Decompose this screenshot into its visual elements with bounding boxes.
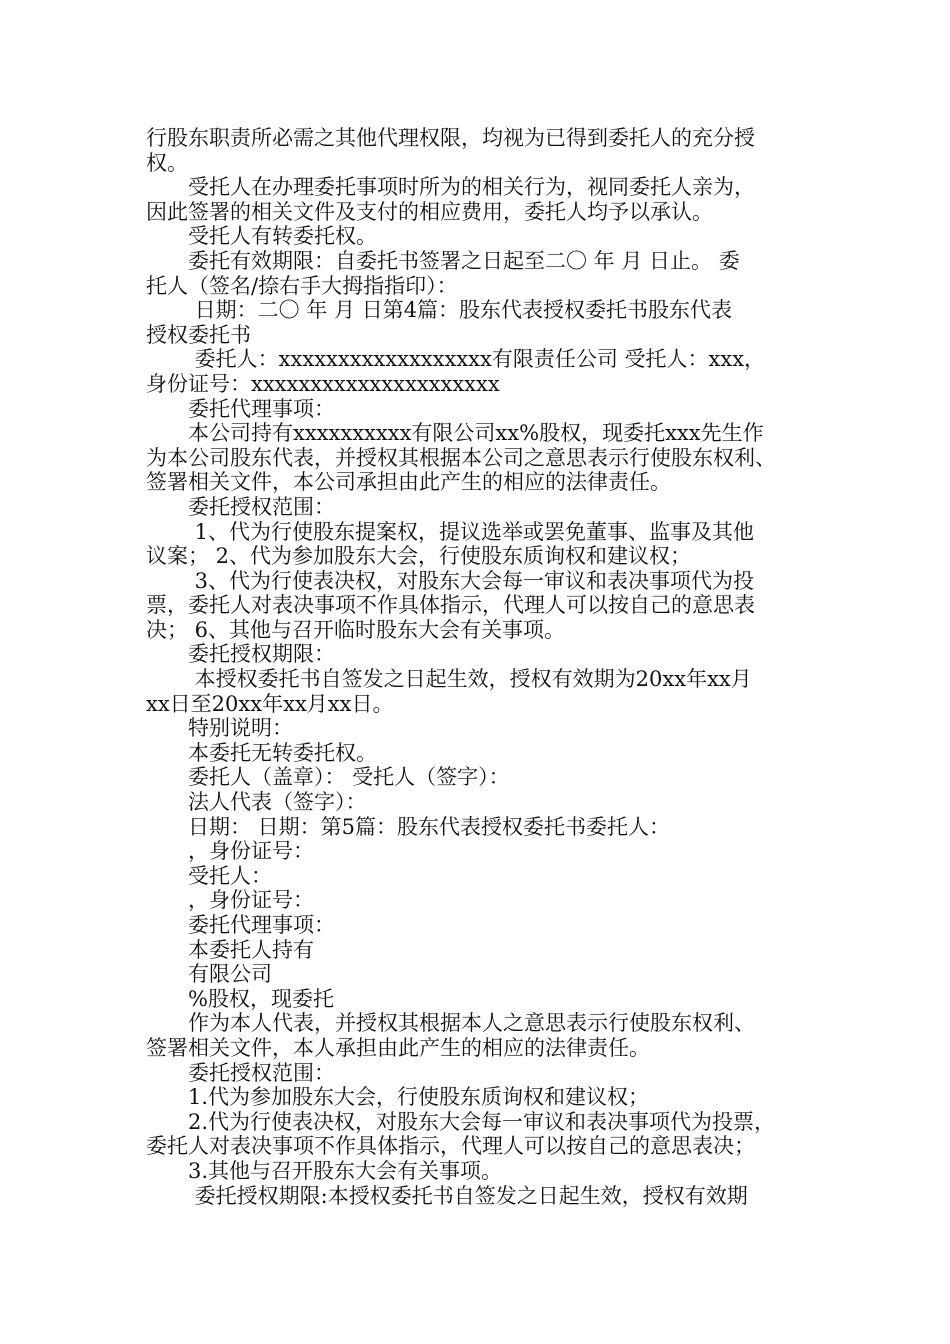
text-line: 权。 [146,150,188,175]
text-line: 委托有效期限：自委托书签署之日起至二〇 年 月 日止。 委 [146,248,740,273]
text-line: 受托人有转委托权。 [146,224,377,249]
text-line: 委托人：xxxxxxxxxxxxxxxxxx有限责任公司 受托人：xxx， [146,347,766,372]
text-line: 1、代为行使股东提案权，提议选举或罢免董事、监事及其他 [146,519,755,544]
text-line: 委托代理事项： [146,396,335,421]
text-line: 特别说明： [146,716,293,741]
text-line: 托人（签名/捺右手大拇指指印）： [146,273,458,298]
text-line: 本授权委托书自签发之日起生效，授权有效期为20xx年xx月 [146,667,752,692]
text-line: 有限公司 [146,962,272,987]
text-line: 授权委托书 [146,322,251,347]
text-line: 本公司持有xxxxxxxxxx有限公司xx%股权，现委托xxx先生作 [146,421,764,446]
document-body [146,126,812,1208]
text-line: 受托人： [146,863,272,888]
text-line: 委托代理事项： [146,913,335,937]
text-line: ，身份证号： [146,839,314,864]
text-line: 委托授权期限:本授权委托书自签发之日起生效，授权有效期 [146,1183,748,1208]
text-line: 2.代为行使表决权，对股东大会每一审议和表决事项代为投票， [146,1109,776,1134]
text-line: 决； 6、其他与召开临时股东大会有关事项。 [146,617,566,642]
text-line: 委托授权期限： [146,642,335,667]
text-line: 日期：二〇 年 月 日第4篇：股东代表授权委托书股东代表 [146,298,733,323]
text-line: 3.其他与召开股东大会有关事项。 [146,1158,503,1183]
text-line: 因此签署的相关文件及支付的相应费用，委托人均予以承认。 [146,199,713,224]
text-line: 行股东职责所必需之其他代理权限，均视为已得到委托人的充分授 [146,126,755,150]
text-line: 委托授权范围： [146,1060,335,1085]
text-line: 本委托无转委托权。 [146,740,377,765]
text-line: 票，委托人对表决事项不作具体指示，代理人可以按自己的意思表 [146,593,755,618]
text-line: xx日至20xx年xx月xx日。 [146,691,394,716]
text-line: ，身份证号： [146,888,314,913]
text-line: 委托授权范围： [146,494,335,519]
text-line: 为本公司股东代表，并授权其根据本公司之意思表示行使股东权利、 [146,445,776,470]
text-line: 作为本人代表，并授权其根据本人之意思表示行使股东权利、 [146,1011,755,1036]
text-line: 委托人（盖章）： 受托人（签字）： [146,765,510,790]
text-line: 受托人在办理委托事项时所为的相关行为，视同委托人亲为， [146,175,755,200]
text-line: 议案； 2、代为参加股东大会，行使股东质询权和建议权； [146,544,692,569]
text-line: 日期： 日期：第5篇：股东代表授权委托书委托人： [146,814,671,839]
text-line: 签署相关文件，本人承担由此产生的相应的法律责任。 [146,1035,650,1060]
text-line: 3、代为行使表决权，对股东大会每一审议和表决事项代为投 [146,568,755,593]
text-line: 身份证号：xxxxxxxxxxxxxxxxxxxxx [146,371,500,396]
text-line: 签署相关文件，本公司承担由此产生的相应的法律责任。 [146,470,671,495]
text-line: %股权，现委托 [146,986,334,1011]
text-line: 1.代为参加股东大会，行使股东质询权和建议权； [146,1085,650,1110]
text-line: 法人代表（签字）： [146,790,367,815]
text-line: 委托人对表决事项不作具体指示，代理人可以按自己的意思表决； [146,1134,755,1159]
text-line: 本委托人持有 [146,937,314,962]
